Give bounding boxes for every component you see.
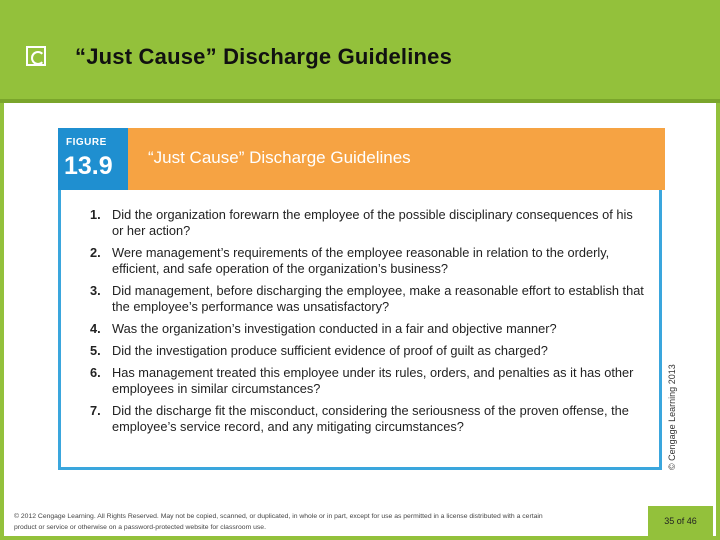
list-item: [84, 365, 644, 397]
list-item: [84, 207, 644, 239]
figure-badge: [58, 128, 128, 190]
guidelines-list: [84, 207, 644, 441]
item-text: Did management, before discharging the employee, make a reasonable effort to establish that the employee’s performance was unsatisfactory?: [112, 283, 644, 314]
figure-credit: © Cengage Learning 2013: [667, 364, 677, 470]
page-of: of: [676, 516, 685, 526]
item-text: Was the organization’s investigation conducted in a fair and objective manner?: [112, 321, 557, 336]
item-number: 6.: [90, 365, 101, 380]
list-item: [84, 283, 644, 315]
figure-title: “Just Cause” Discharge Guidelines: [148, 148, 411, 167]
item-number: 4.: [90, 321, 101, 336]
item-number: 2.: [90, 245, 101, 260]
item-number: 5.: [90, 343, 101, 358]
page-number: [648, 506, 713, 536]
page-current: 35: [664, 516, 675, 526]
figure-header: [58, 128, 665, 190]
item-text: Were management’s requirements of the employee reasonable in relation to the orderly, efficient, and safe operation of the organization’s business?: [112, 245, 610, 276]
figure-panel: [58, 128, 662, 470]
list-item: [84, 321, 644, 337]
item-text: Did the organization forewarn the employee of the possible disciplinary consequences of his or her action?: [112, 207, 633, 238]
slide-title: “Just Cause” Discharge Guidelines: [75, 44, 453, 69]
item-number: 3.: [90, 283, 101, 298]
page-total: 46: [686, 516, 697, 526]
item-text: Has management treated this employee under its rules, orders, and penalties as it has other employees in similar circumstances?: [112, 365, 634, 396]
list-item: [84, 343, 644, 359]
slide-header: [0, 0, 720, 103]
item-text: Did the discharge fit the misconduct, considering the seriousness of the proven offense, the employee’s service record, and any mitigating circumstances?: [112, 403, 629, 434]
item-text: Did the investigation produce sufficient evidence of proof of guilt as charged?: [112, 343, 548, 358]
figure-label-word: FIGURE: [66, 137, 107, 148]
list-item: [84, 245, 644, 277]
title-bullet-icon: [26, 46, 46, 66]
copyright-notice: © 2012 Cengage Learning. All Rights Reserved. May not be copied, scanned, or duplicated, in whole or in part, except for use as permitted in a license distributed with a certain product or service or otherwise on a password-protected website for classroom use.: [14, 513, 543, 531]
item-number: 1.: [90, 207, 101, 222]
figure-label-number: 13.9: [64, 152, 113, 180]
item-number: 7.: [90, 403, 101, 418]
list-item: [84, 403, 644, 435]
